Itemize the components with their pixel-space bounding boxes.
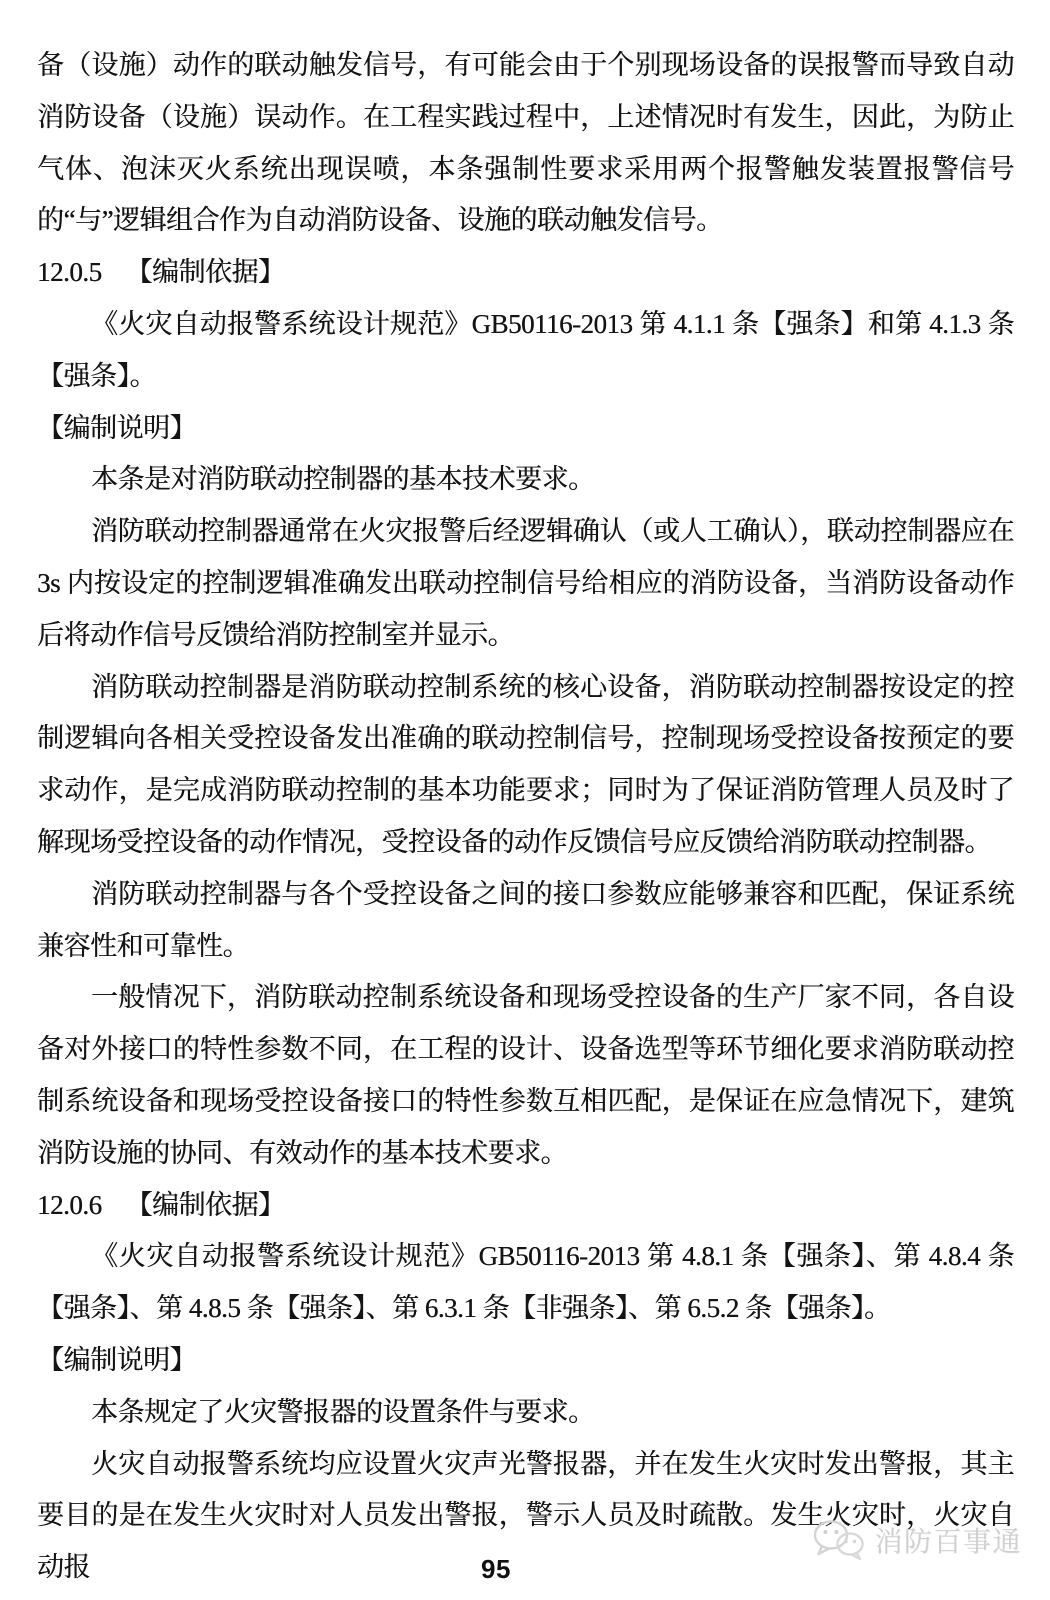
paragraph: 《火灾自动报警系统设计规范》GB50116-2013 第 4.1.1 条【强条】和第 4.1.3 条【强条】。 (37, 308, 1014, 391)
paragraph: 备（设施）动作的联动触发信号，有可能会由于个别现场设备的误报警而导致自动消防设备（设施）误动作。在工程实践过程中，上述情况时有发生，因此，为防止气体、泡沫灭火系统出现误喷，本条强制性要求采用两个报警触发装置报警信号的“与”逻辑组合作为自动消防设备、设施的联动触发信号。 (37, 50, 1014, 236)
paragraph: 本条是对消防联动控制器的基本技术要求。 (91, 464, 595, 495)
section-number: 12.0.5 (37, 257, 102, 288)
section-heading-label: 【编制依据】 (125, 257, 285, 288)
section-heading-12-0-6 (37, 1180, 1014, 1232)
paragraph: 消防联动控制器与各个受控设备之间的接口参数应能够兼容和匹配，保证系统兼容性和可靠性。 (37, 878, 1014, 961)
section-heading-12-0-5 (37, 247, 1014, 299)
section-heading-label: 【编制依据】 (125, 1189, 285, 1220)
paragraph: 本条规定了火灾警报器的设置条件与要求。 (91, 1396, 595, 1427)
paragraph: 消防联动控制器是消防联动控制系统的核心设备，消防联动控制器按设定的控制逻辑向各相关受控设备发出准确的联动控制信号，控制现场受控设备按预定的要求动作，是完成消防联动控制的基本功能要求；同时为了保证消防管理人员及时了解现场受控设备的动作情况，受控设备的动作反馈信号应反馈给消防联动控制器。 (37, 671, 1014, 857)
subheading-compilation-notes: 【编制说明】 (37, 412, 196, 443)
paragraph: 一般情况下，消防联动控制系统设备和现场受控设备的生产厂家不同，各自设备对外接口的特性参数不同，在工程的设计、设备选型等环节细化要求消防联动控制系统设备和现场受控设备接口的特性参数互相匹配，是保证在应急情况下，建筑消防设施的协同、有效动作的基本技术要求。 (37, 982, 1014, 1168)
subheading-compilation-notes: 【编制说明】 (37, 1344, 196, 1375)
paragraph: 消防联动控制器通常在火灾报警后经逻辑确认（或人工确认），联动控制器应在 3s 内按设定的控制逻辑准确发出联动控制信号给相应的消防设备，当消防设备动作后将动作信号反馈给消防控制室并显示。 (37, 516, 1014, 650)
document-body (37, 40, 1014, 1594)
paragraph: 《火灾自动报警系统设计规范》GB50116-2013 第 4.8.1 条【强条】、第 4.8.4 条【强条】、第 4.8.5 条【强条】、第 6.3.1 条【非强条】、第 6.5.2 条【强条】。 (37, 1241, 1014, 1324)
paragraph: 火灾自动报警系统均应设置火灾声光警报器，并在发生火灾时发出警报，其主要目的是在发生火灾时对人员发出警报，警示人员及时疏散。发生火灾时，火灾自动报 (37, 1448, 1014, 1583)
section-number: 12.0.6 (37, 1189, 102, 1220)
page-number: 95 (481, 1554, 511, 1584)
watermark-text: 消防百事通 (874, 1527, 1022, 1558)
